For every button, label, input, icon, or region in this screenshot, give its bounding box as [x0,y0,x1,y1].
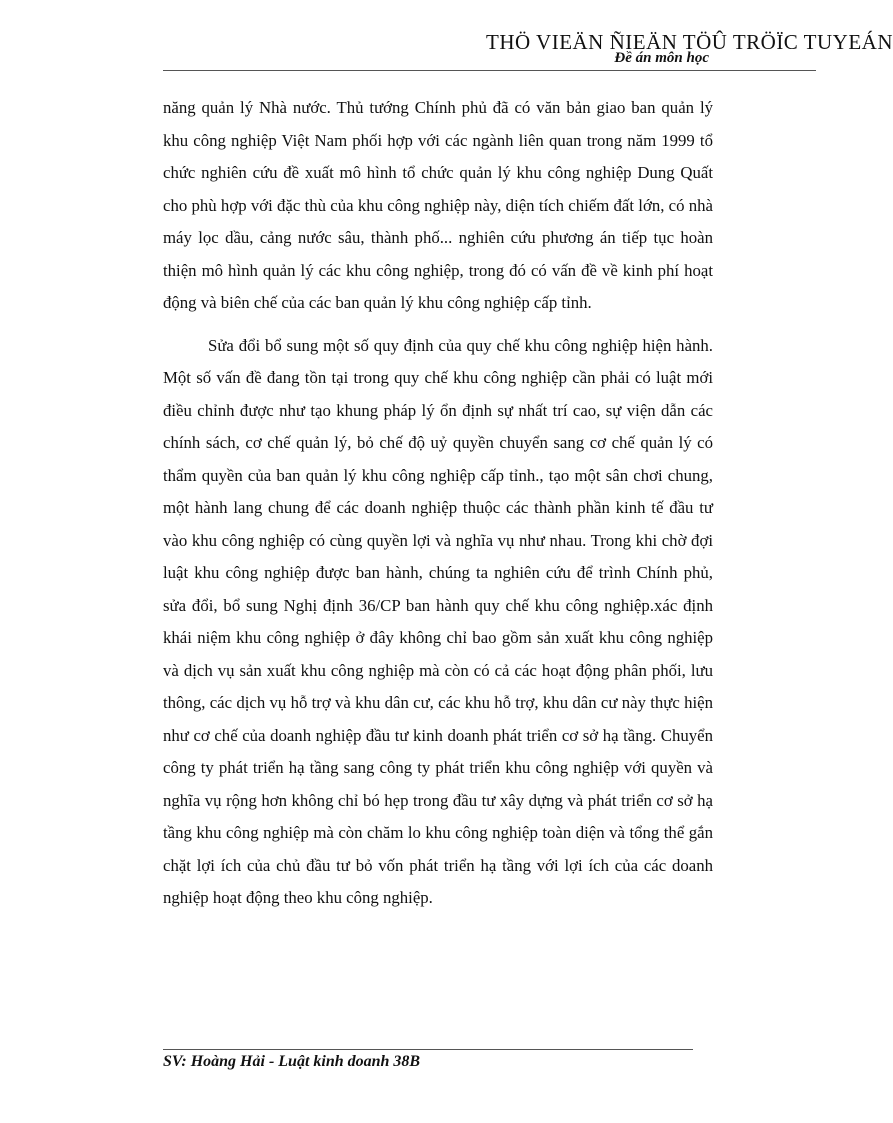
header-site-title: THÖ VIEÄN ÑIEÄN TÖÛ TRÖÏC TUYEÁN [486,30,893,54]
footer-divider [163,1049,693,1050]
header-document-type: Đề án môn học [614,50,709,66]
document-body [163,92,713,925]
paragraph-continuation: năng quản lý Nhà nước. Thủ tướng Chính phủ đã có văn bản giao ban quản lý khu công nghiệp Việt Nam phối hợp với các ngành liên quan trong năm 1999 tổ chức nghiên cứu đề xuất mô hình tổ chức quản lý khu công nghiệp Dung Quất cho phù hợp với đặc thù của khu công nghiệp này, diện tích chiếm đất lớn, có nhà máy lọc dầu, cảng nước sâu, thành phố... nghiên cứu phương án tiếp tục hoàn thiện mô hình quản lý các khu công nghiệp, trong đó có vấn đề về kinh phí hoạt động và biên chế của các ban quản lý khu công nghiệp cấp tỉnh. [163,98,713,312]
paragraph-amendment: Sửa đổi bổ sung một số quy định của quy chế khu công nghiệp hiện hành. Một số vấn đề đang tồn tại trong quy chế khu công nghiệp cần phải có luật mới điều chỉnh được như tạo khung pháp lý ổn định sự nhất trí cao, sự viện dẫn các chính sách, cơ chế quản lý, bỏ chế độ uỷ quyền chuyển sang cơ chế quản lý có thẩm quyền của ban quản lý khu công nghiệp cấp tỉnh., tạo một sân chơi chung, một hành lang chung để các doanh nghiệp thuộc các thành phần kinh tế đầu tư vào khu công nghiệp có cùng quyền lợi và nghĩa vụ như nhau. Trong khi chờ đợi luật khu công nghiệp được ban hành, chúng ta nghiên cứu để trình Chính phủ, sửa đổi, bổ sung Nghị định 36/CP ban hành quy chế khu công nghiệp.xác định khái niệm khu công nghiệp ở đây không chỉ bao gồm sản xuất khu công nghiệp và dịch vụ sản xuất khu công nghiệp mà còn có cả các hoạt động phân phối, lưu thông, các dịch vụ hỗ trợ và khu dân cư, các khu hỗ trợ, khu dân cư này thực hiện như cơ chế của doanh nghiệp đầu tư kinh doanh phát triển cơ sở hạ tầng. Chuyển công ty phát triển hạ tầng sang công ty phát triển khu công nghiệp với quyền và nghĩa vụ rộng hơn không chỉ bó hẹp trong đầu tư xây dựng và phát triển cơ sở hạ tầng khu công nghiệp mà còn chăm lo khu công nghiệp toàn diện và tổng thể gắn chặt lợi ích của chủ đầu tư bỏ vốn phát triển hạ tầng với lợi ích của các doanh nghiệp hoạt động theo khu công nghiệp. [163,335,713,907]
footer-author: SV: Hoàng Hải - Luật kinh doanh 38B [163,1053,421,1070]
header-divider [163,70,816,71]
